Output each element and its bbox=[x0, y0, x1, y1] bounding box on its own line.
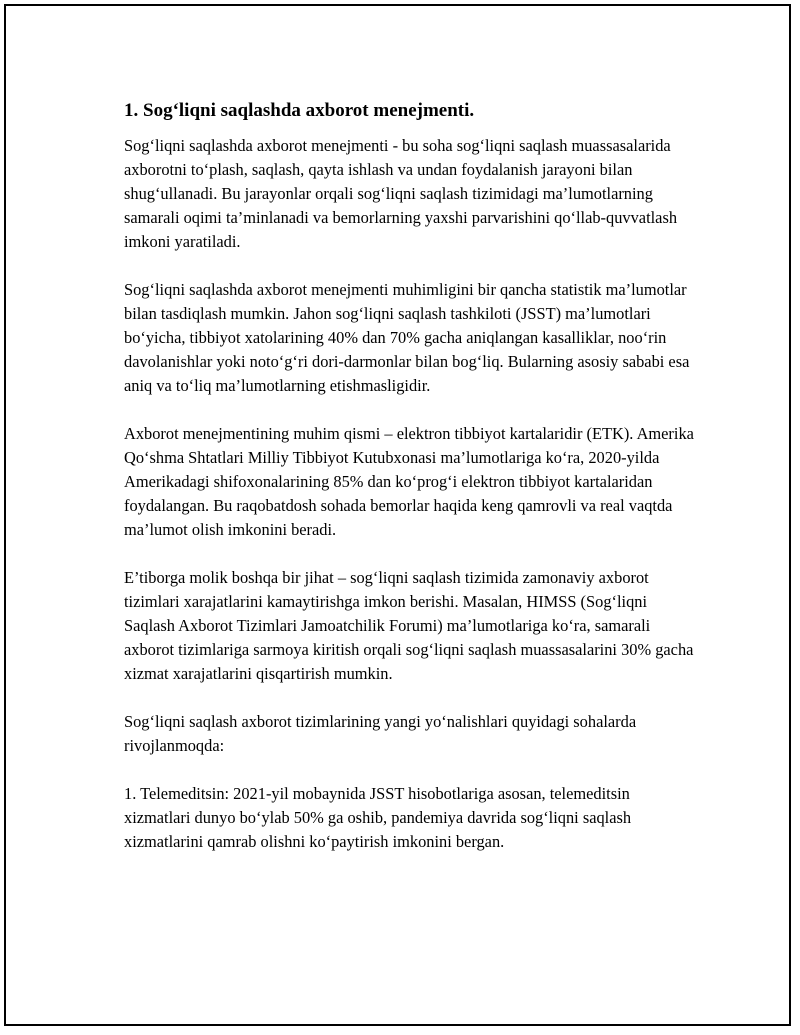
paragraph-new-directions: Sog‘liqni saqlash axborot tizimlarining yangi yo‘nalishlari quyidagi sohalarda rivojlanmoqda: bbox=[124, 712, 637, 755]
page-frame bbox=[4, 4, 791, 1026]
paragraph-intro: Sog‘liqni saqlashda axborot menejmenti - bu soha sog‘liqni saqlash muassasalarida axborotni to‘plash, saqlash, qayta ishlash va undan foydalanish jarayoni bilan shug‘ullanadi. Bu jarayonlar orqali sog‘liqni saqlash tizimidagi ma’lumotlarning samarali oqimi ta’minlanadi va bemorlarning yaxshi parvarishini qo‘llab-quvvatlash imkoni yaratiladi. bbox=[124, 136, 678, 251]
paragraph-statistics: Sog‘liqni saqlashda axborot menejmenti muhimligini bir qancha statistik ma’lumotlar bilan tasdiqlash mumkin. Jahon sog‘liqni saqlash tashkiloti (JSST) ma’lumotlari bo‘yicha, tibbiyot xatolarining 40% dan 70% gacha aniqlangan kasalliklar, noo‘rin davolanishlar yoki noto‘g‘ri dori-darmonlar bilan bog‘liq. Bularning asosiy sababi esa aniq va to‘liq ma’lumotlarning etishmasligidir. bbox=[124, 280, 690, 395]
paragraph-costs: E’tiborga molik boshqa bir jihat – sog‘liqni saqlash tizimida zamonaviy axborot tizimlari xarajatlarini kamaytirishga imkon berishi. Masalan, HIMSS (Sog‘liqni Saqlash Axborot Tizimlari Jamoatchilik Forumi) ma’lumotlariga ko‘ra, samarali axborot tizimlariga sarmoya kiritish orqali sog‘liqni saqlash muassasalarini 30% gacha xizmat xarajatlarini qisqartirish mumkin. bbox=[124, 568, 694, 683]
document-body bbox=[124, 98, 694, 878]
section-heading: 1. Sog‘liqni saqlashda axborot menejmenti. bbox=[124, 100, 475, 121]
paragraph-etk: Axborot menejmentining muhim qismi – elektron tibbiyot kartalaridir (ETK). Amerika Qo‘shma Shtatlari Milliy Tibbiyot Kutubxonasi ma’lumotlariga ko‘ra, 2020-yilda Amerikadagi shifoxonalarining 85% dan ko‘prog‘i elektron tibbiyot kartalaridan foydalangan. Bu raqobatdosh sohada bemorlar haqida keng qamrovli va real vaqtda ma’lumot olish imkonini beradi. bbox=[124, 424, 694, 539]
paragraph-telemedicine: 1. Telemeditsin: 2021-yil mobaynida JSST hisobotlariga asosan, telemeditsin xizmatlari dunyo bo‘ylab 50% ga oshib, pandemiya davrida sog‘liqni saqlash xizmatlarini qamrab olishni ko‘paytirish imkonini bergan. bbox=[124, 784, 632, 851]
